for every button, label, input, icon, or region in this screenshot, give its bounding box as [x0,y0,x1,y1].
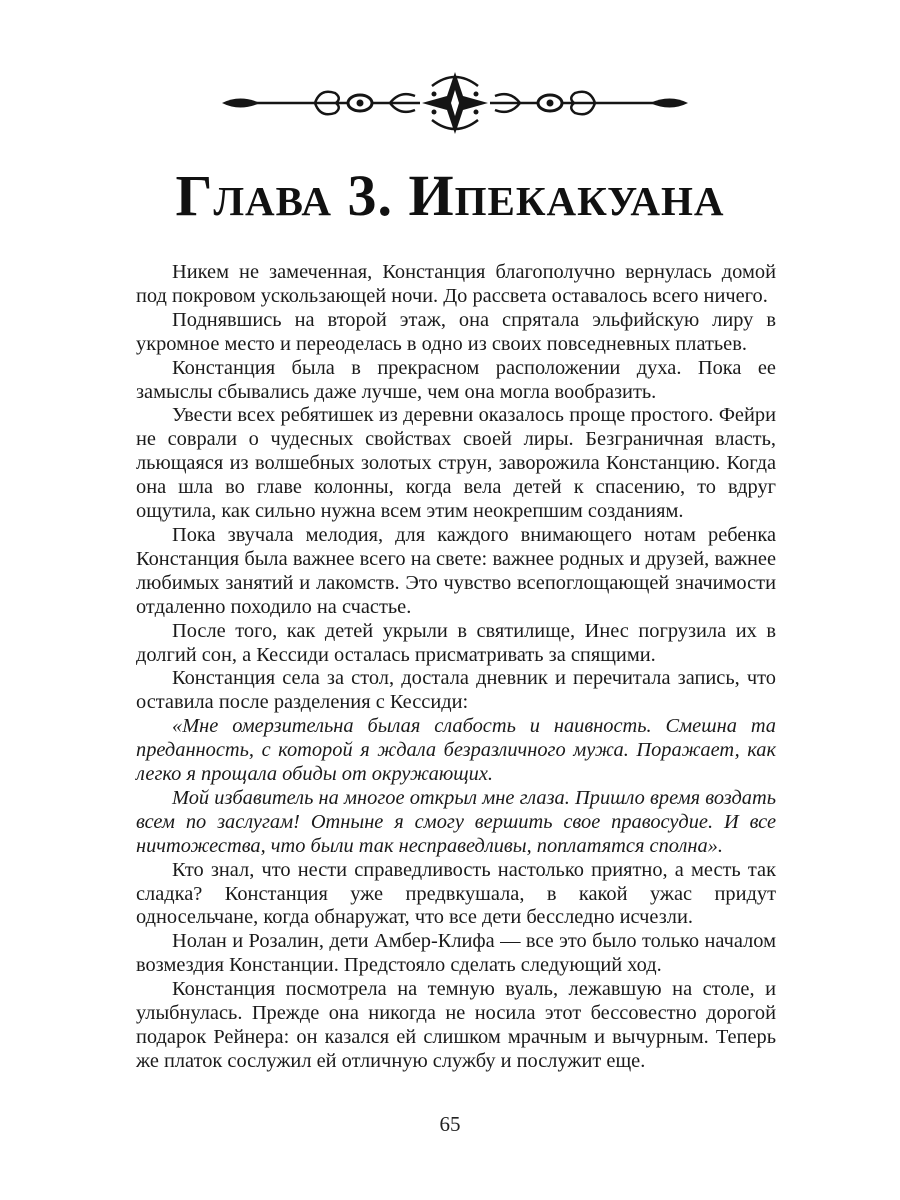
diary-quote-paragraph: «Мне омерзительна былая слабость и наивность. Смешна та преданность, с которой я ждала безразличного мужа. Поражает, как легко я прощала обиды от окружающих. [136,715,776,786]
paragraph: Констанция была в прекрасном расположении духа. Пока ее замыслы сбывались даже лучше, чем она могла вообразить. [136,356,776,403]
chapter-body [136,261,776,1074]
paragraph: Поднявшись на второй этаж, она спрятала эльфийскую лиру в укромное место и переоделась в одно из своих повседневных платьев. [136,308,776,355]
page-number: 65 [439,1112,461,1136]
paragraph: Констанция посмотрела на темную вуаль, лежавшую на столе, и улыбнулась. Прежде она никогда не носила этот бессовестно дорогой подарок Рейнера: он казался ей слишком мрачным и вычурным. Теперь же платок сослужил ей отличную службу и послужит еще. [136,978,776,1072]
paragraph: Нолан и Розалин, дети Амбер-Клифа — все это было только началом возмездия Констанции. Предстояло сделать следующий ход. [136,930,776,977]
chapter-title: Глава 3. Ипекакуана [175,163,725,228]
diary-quote-paragraph: Мой избавитель на многое открыл мне глаза. Пришло время воздать всем по заслугам! Отныне я смогу вершить свое правосудие. И все ничтожества, что были так несправедливы, поплатятся сполна». [136,786,776,857]
paragraph: Никем не замеченная, Констанция благополучно вернулась домой под покровом ускользающей ночи. До рассвета оставалось всего ничего. [136,261,776,307]
paragraph: Увести всех ребятишек из деревни оказалось проще простого. Фейри не соврали о чудесных свойствах своей лиры. Безграничная власть, льющаяся из волшебных золотых струн, заворожила Констанцию. Когда она шла во главе колонны, когда вела детей к спасению, то вдруг ощутила, как сильно нужна всем этим неокрепшим созданиям. [136,404,776,523]
paragraph: Констанция села за стол, достала дневник и перечитала запись, что оставила после разделения с Кессиди: [136,667,776,714]
paragraph: После того, как детей укрыли в святилище, Инес погрузила их в долгий сон, а Кессиди осталась присматривать за спящими. [136,619,776,666]
paragraph: Кто знал, что нести справедливость настолько приятно, а месть так сладка? Констанция уже предвкушала, в какой ужас придут односельчане, когда обнаружат, что все дети бесследно исчезли. [136,858,776,929]
flourish-divider-icon [220,66,690,140]
paragraph: Пока звучала мелодия, для каждого внимающего нотам ребенка Констанция была важнее всего на свете: важнее родных и друзей, важнее любимых занятий и лакомств. Это чувство всепоглощающей значимости отдаленно походило на счастье. [136,523,776,618]
